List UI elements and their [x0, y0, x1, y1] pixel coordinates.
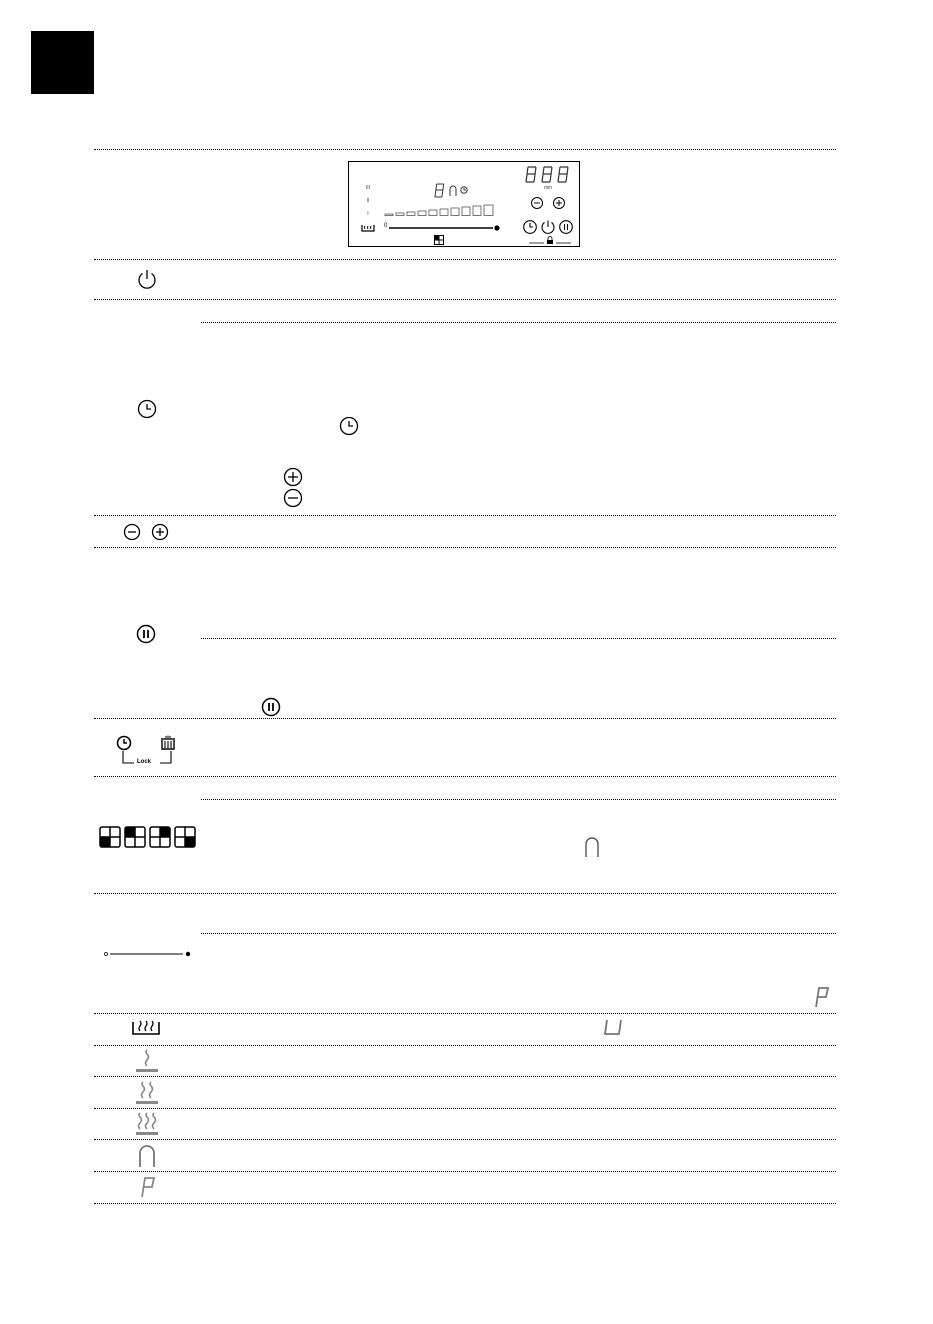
timer-adjust-buttons[interactable]	[531, 196, 567, 210]
control-buttons[interactable]	[523, 219, 575, 235]
divider	[201, 933, 836, 934]
divider	[94, 299, 836, 300]
timer-icon	[339, 416, 359, 436]
divider	[94, 259, 836, 260]
control-panel-illustration	[348, 161, 580, 247]
keep-warm-icon[interactable]	[131, 1019, 161, 1037]
level-mark: III	[365, 185, 371, 191]
pan-detection-icon	[584, 836, 600, 858]
divider	[94, 893, 836, 894]
residual-heat-icon	[135, 1048, 159, 1074]
divider	[94, 1076, 836, 1077]
minus-icon[interactable]	[123, 523, 141, 541]
lock-icon	[529, 237, 571, 245]
zone-selector-icon[interactable]	[99, 826, 197, 848]
plus-icon	[283, 467, 303, 487]
divider	[94, 718, 836, 719]
pause-icon[interactable]	[136, 624, 156, 644]
divider	[94, 1139, 836, 1140]
power-boost-icon	[813, 986, 831, 1008]
divider	[94, 1108, 836, 1109]
power-level-bar	[385, 205, 501, 217]
divider	[201, 638, 836, 639]
divider	[201, 799, 836, 800]
slider-icon[interactable]	[389, 224, 501, 232]
minus-icon	[283, 488, 303, 508]
timer-icon[interactable]	[137, 399, 157, 419]
divider	[94, 776, 836, 777]
power-boost-icon	[139, 1176, 157, 1198]
divider	[94, 1013, 836, 1014]
pause-icon	[261, 697, 281, 717]
residual-heat-u-icon	[602, 1019, 624, 1037]
pan-detection-icon	[138, 1144, 156, 1168]
slider-start-label: 0	[384, 223, 388, 229]
timer-icon[interactable]	[116, 735, 132, 751]
divider	[94, 1203, 836, 1204]
lock-label: Lock	[137, 759, 152, 765]
residual-heat-icon	[135, 1080, 159, 1106]
chapter-marker	[31, 31, 94, 94]
lock-combination	[108, 735, 183, 769]
zone-display	[433, 182, 471, 200]
keep-warm-icon	[361, 223, 375, 233]
timer-display	[525, 165, 575, 185]
residual-heat-icon	[135, 1111, 159, 1137]
keep-warm-icon[interactable]	[160, 735, 176, 751]
divider	[94, 1171, 836, 1172]
level-mark: I	[367, 211, 369, 217]
level-mark: II	[366, 198, 370, 204]
timer-unit-label: min	[544, 185, 553, 191]
power-icon[interactable]	[137, 269, 157, 289]
divider	[94, 149, 836, 150]
slider-icon[interactable]	[103, 949, 191, 959]
divider	[94, 1045, 836, 1046]
plus-icon[interactable]	[151, 523, 169, 541]
divider	[201, 322, 836, 323]
divider	[94, 515, 836, 516]
zone-selector-icon[interactable]	[434, 235, 444, 245]
divider	[94, 547, 836, 548]
